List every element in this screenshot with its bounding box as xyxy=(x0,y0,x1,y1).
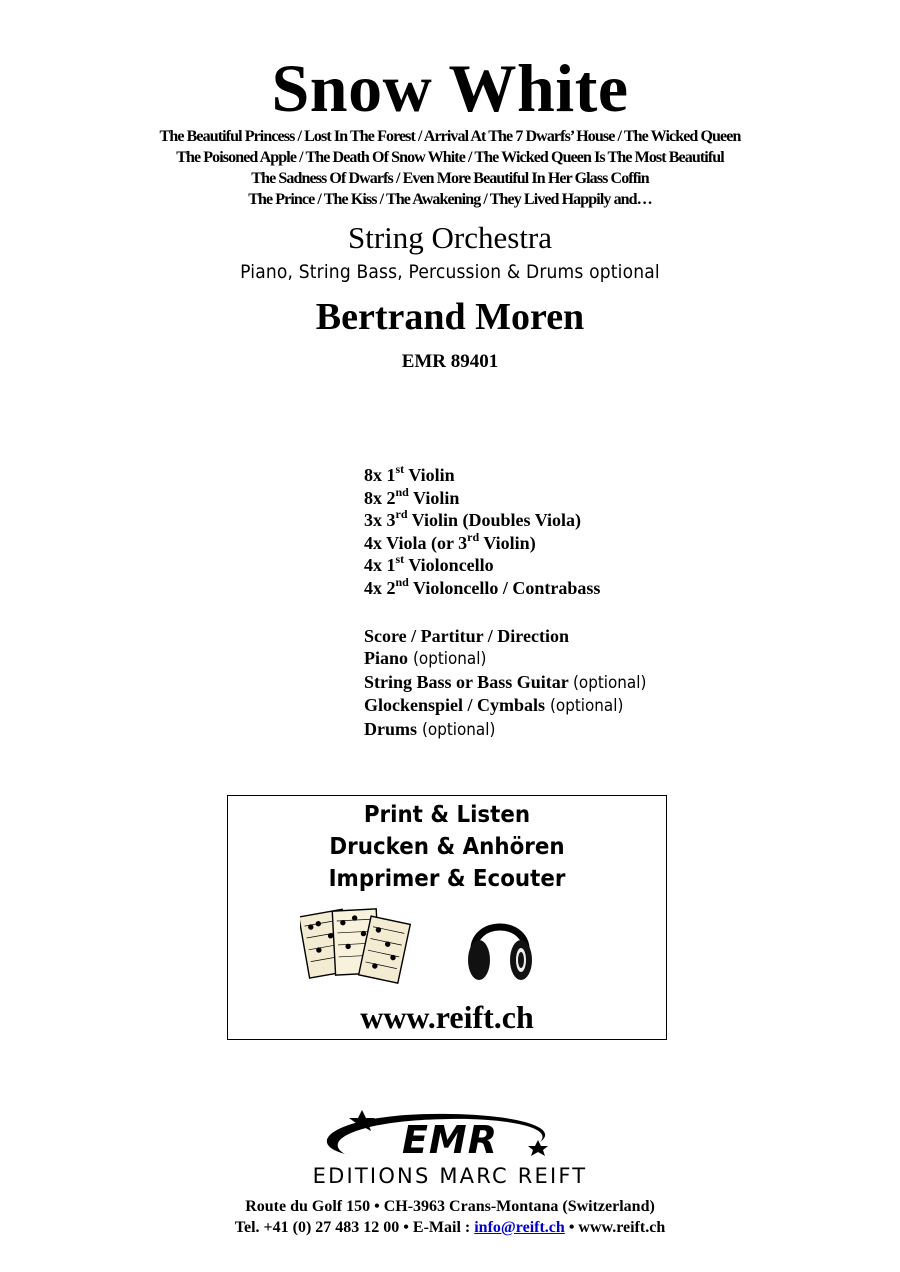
optional-label: (optional) xyxy=(421,719,495,739)
publisher-logo xyxy=(250,1108,650,1194)
extra-piano: Piano (optional) xyxy=(364,647,824,671)
print-listen-box xyxy=(227,795,667,1040)
movement-line-1: The Beautiful Princess / Lost In The Forest / Arrival At The 7 Dwarfs’ House / The Wicked Queen xyxy=(159,128,741,145)
optional-label: (optional) xyxy=(412,649,486,669)
print-listen-fr: Imprimer & Ecouter xyxy=(328,866,566,892)
part-line: 4x 1st Violoncello xyxy=(364,552,494,576)
part-line: 4x 2nd Violoncello / Contrabass xyxy=(364,574,601,598)
headphones-icon xyxy=(464,904,536,986)
page-title: Snow White xyxy=(271,50,629,126)
optional-label: (optional) xyxy=(549,696,623,716)
publisher-name: EDITIONS MARC REIFT xyxy=(312,1164,588,1188)
print-listen-de: Drucken & Anhören xyxy=(329,834,565,860)
movement-line-3: The Sadness Of Dwarfs / Even More Beautiful In Her Glass Coffin xyxy=(251,170,649,187)
movement-line-4: The Prince / The Kiss / The Awakening / They Lived Happily and… xyxy=(248,191,652,208)
publisher-address: Route du Golf 150 • CH-3963 Crans-Montana (Switzerland) xyxy=(245,1198,655,1215)
part-line: 8x 2nd Violin xyxy=(364,484,460,508)
publisher-contact: Tel. +41 (0) 27 483 12 00 • E-Mail : info@reift.ch • www.reift.ch xyxy=(234,1219,666,1236)
optional-instruments: Piano, String Bass, Percussion & Drums optional xyxy=(240,261,660,283)
catalog-number: EMR 89401 xyxy=(401,351,499,372)
extra-glockenspiel: Glockenspiel / Cymbals (optional) xyxy=(364,694,824,718)
ensemble: String Orchestra xyxy=(347,220,553,255)
part-line: 8x 1st Violin xyxy=(364,462,455,485)
email-link[interactable]: info@reift.ch xyxy=(474,1219,565,1236)
extra-drums: Drums (optional) xyxy=(364,718,824,742)
logo-emr-text: EMR xyxy=(401,1118,499,1162)
movement-line-2: The Poisoned Apple / The Death Of Snow White / The Wicked Queen Is The Most Beautiful xyxy=(176,149,724,166)
print-listen-en: Print & Listen xyxy=(363,802,531,828)
part-line: 3x 3rd Violin (Doubles Viola) xyxy=(364,507,582,531)
movement-list xyxy=(40,126,860,210)
optional-label: (optional) xyxy=(572,672,647,692)
website-link[interactable]: www.reift.ch xyxy=(360,999,534,1035)
instrumentation-list xyxy=(364,464,824,742)
extra-string-bass: String Bass or Bass Guitar (optional) xyxy=(364,671,824,695)
part-line: 4x Viola (or 3rd Violin) xyxy=(364,529,536,553)
sheet-music-icon xyxy=(300,904,412,986)
composer: Bertrand Moren xyxy=(315,296,585,338)
extra-score: Score / Partitur / Direction xyxy=(364,625,569,646)
